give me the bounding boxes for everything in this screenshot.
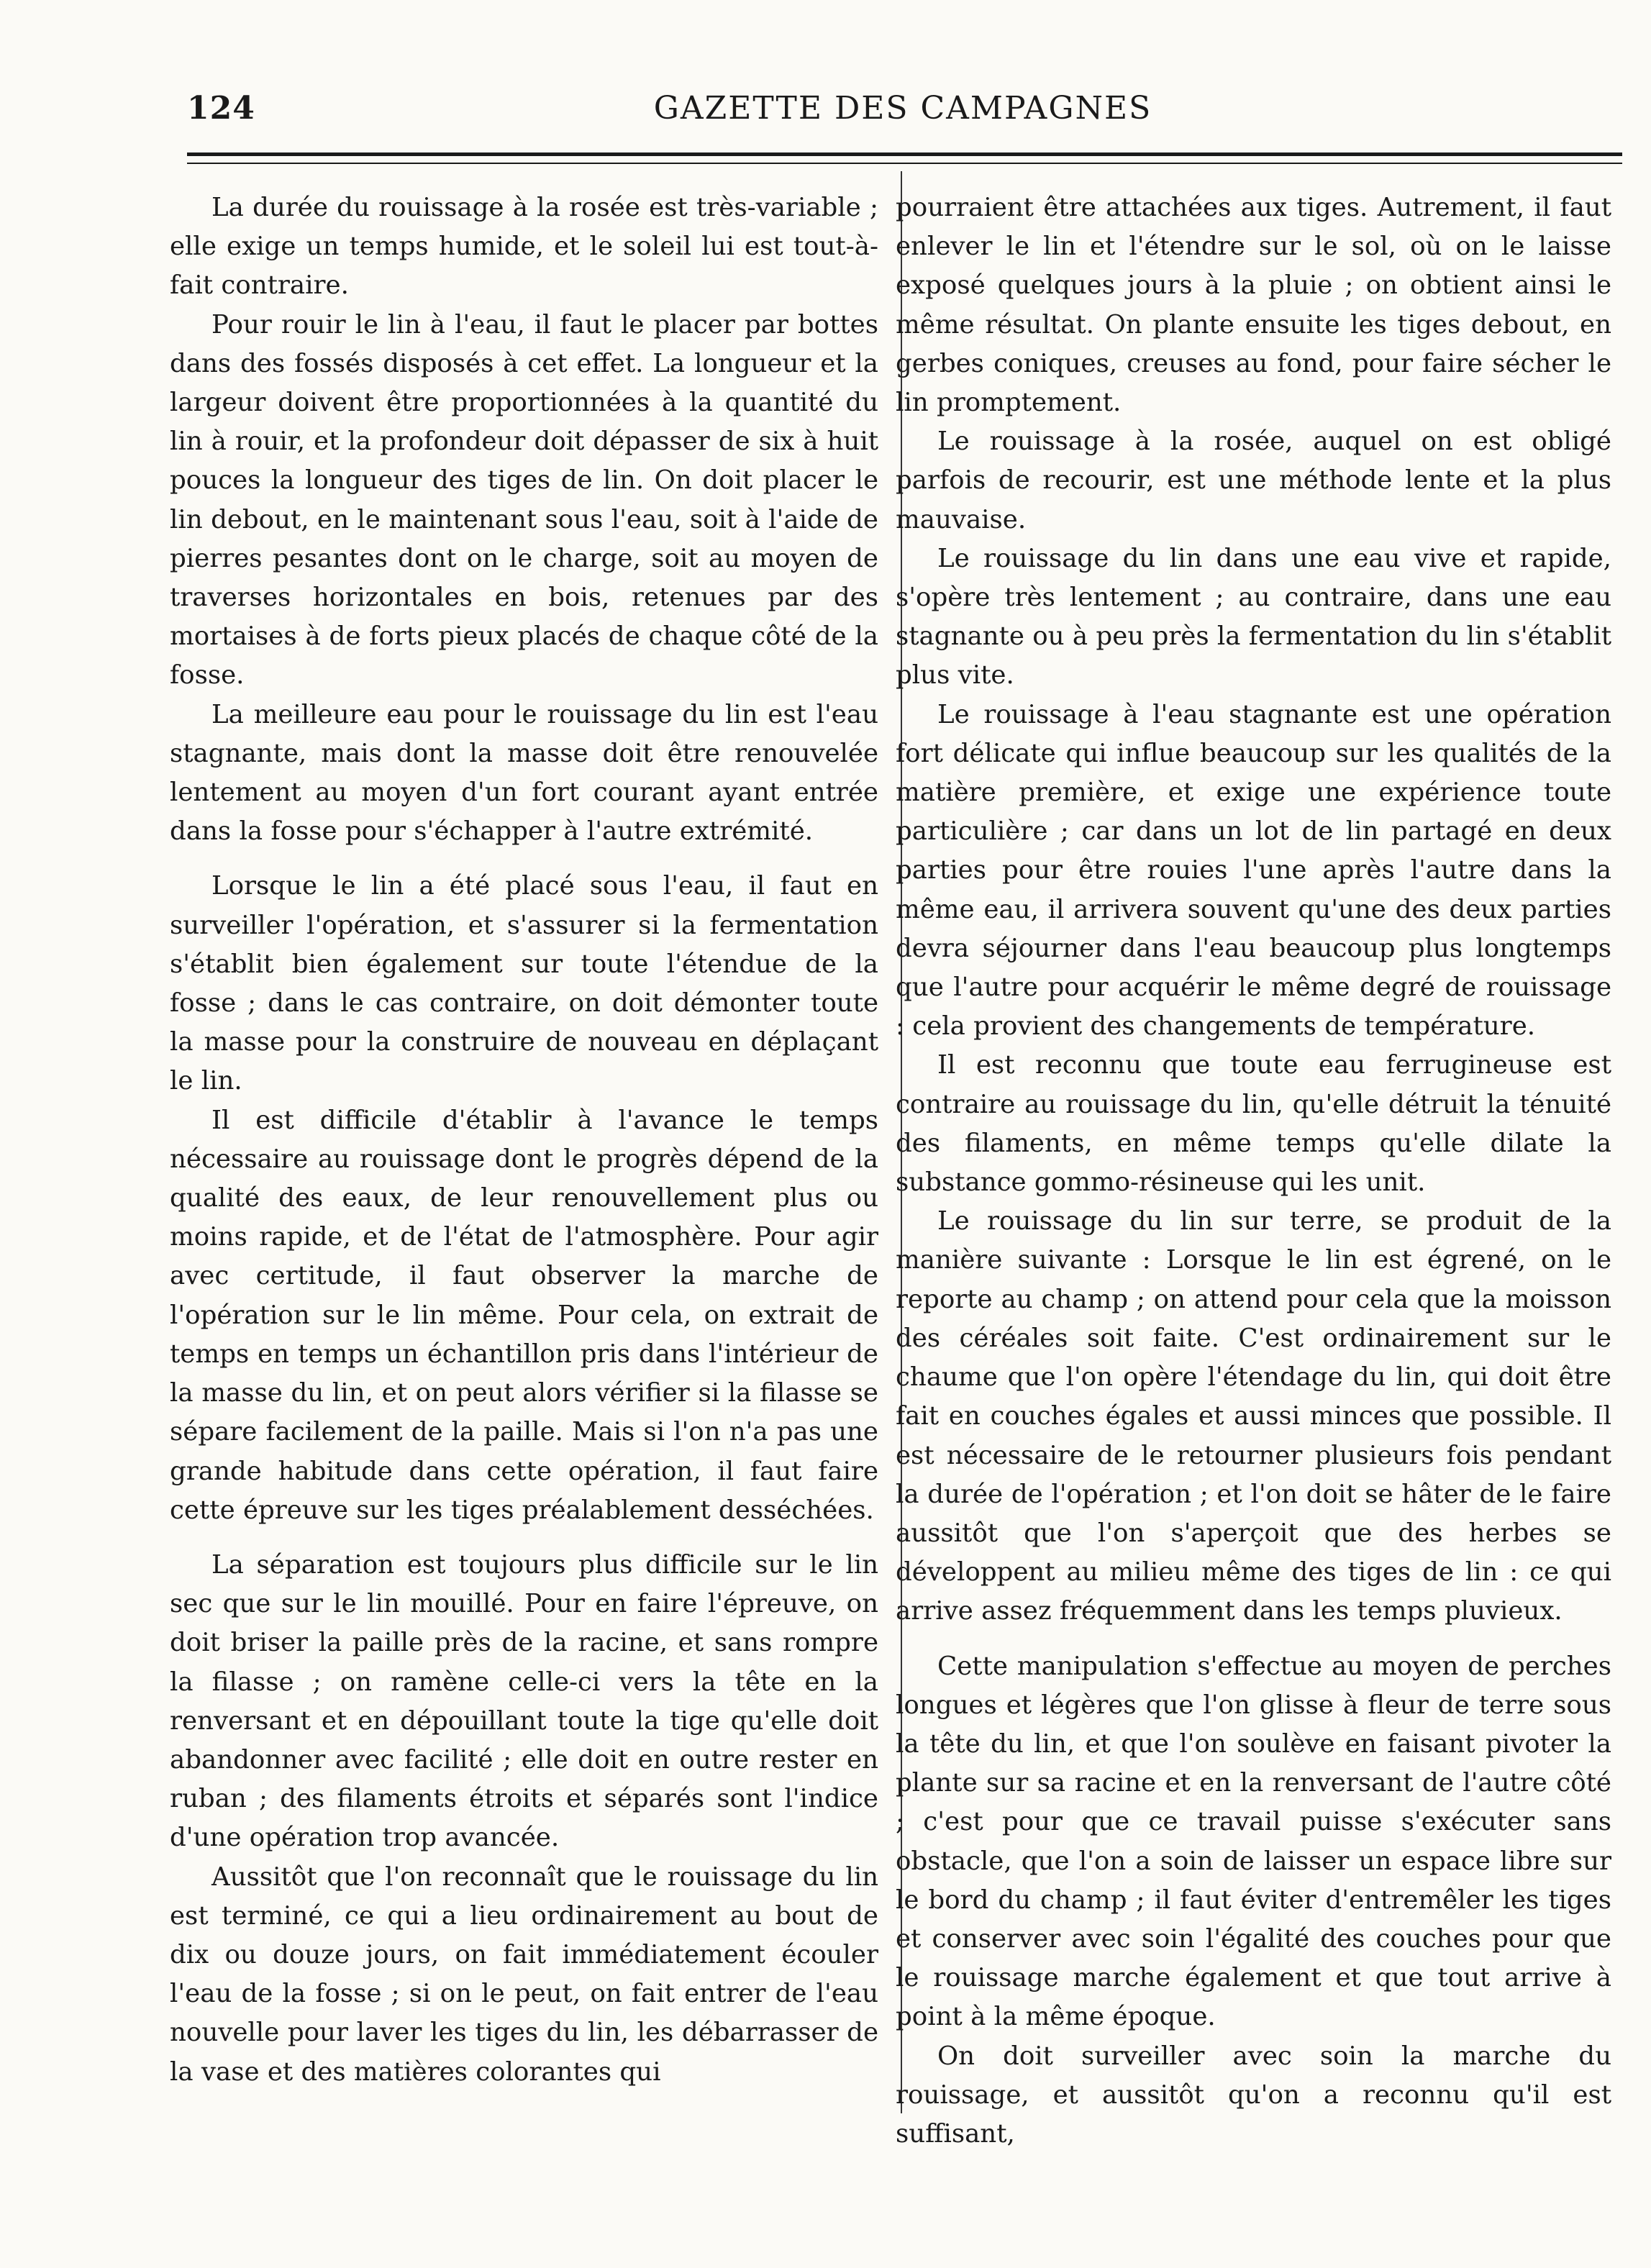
paragraph: On doit surveiller avec soin la marche du rouissage, et aussitôt qu'on a reconnu qu'il est suffisant,: [896, 2041, 1611, 2149]
paragraph: Cette manipulation s'effectue au moyen de perches longues et légères que l'on glisse à fleur de terre sous la tête du lin, et que l'on soulève en faisant pivoter la plante sur sa racine et en la renversant de l'autre côté ; c'est pour que ce travail puisse s'exécuter sans obstacle, que l'on a soin de laisser un espace libre sur le bord du champ ; il faut éviter d'entremêler les tiges et conserver avec soin l'égalité des couches pour que le rouissage marche également et que tout arrive à point à la même époque.: [896, 1651, 1611, 2032]
left-column: [170, 188, 878, 2092]
paragraph: Le rouissage du lin dans une eau vive et rapide, s'opère très lentement ; au contraire, dans une eau stagnante ou à peu près la fermentation du lin s'établit plus vite.: [896, 543, 1611, 691]
paragraph: Le rouissage du lin sur terre, se produit de la manière suivante : Lorsque le lin est égrené, on le reporte au champ ; on attend pour cela que la moisson des céréales soit faite. C'est ordinairement sur le chaume que l'on opère l'étendage du lin, qui doit être fait en couches égales et aussi minces que possible. Il est nécessaire de le retourner plusieurs fois pendant la durée de l'opération ; et l'on doit se hâter de le faire aussitôt que l'on s'aperçoit que des herbes se développent au milieu même des tiges de lin : ce qui arrive assez fréquemment dans les temps pluvieux.: [896, 1206, 1611, 1626]
header-rule-thin: [187, 163, 1622, 164]
paragraph: Le rouissage à la rosée, auquel on est obligé parfois de recourir, est une méthode lente et la plus mauvaise.: [896, 427, 1611, 534]
paragraph: La durée du rouissage à la rosée est très-variable ; elle exige un temps humide, et le soleil lui est tout-à-fait contraire.: [170, 193, 878, 301]
paragraph: Il est difficile d'établir à l'avance le temps nécessaire au rouissage dont le progrès dépend de la qualité des eaux, de leur renouvellement plus ou moins rapide, et de l'état de l'atmosphère. Pour agir avec certitude, il faut observer la marche de l'opération sur le lin même. Pour cela, on extrait de temps en temps un échantillon pris dans l'intérieur de la masse du lin, et on peut alors vérifier si la filasse se sépare facilement de la paille. Mais si l'on n'a pas une grande habitude dans cette opération, il faut faire cette épreuve sur les tiges préalablement desséchées.: [170, 1105, 878, 1525]
right-column: [896, 188, 1611, 2154]
page-header: [187, 90, 1619, 140]
paragraph: La séparation est toujours plus difficile sur le lin sec que sur le lin mouillé. Pour en faire l'épreuve, on doit briser la paille près de la racine, et sans rompre la filasse ; on ramène celle-ci vers la tête en la renversant et en dépouillant toute la tige qu'elle doit abandonner avec facilité ; elle doit en outre rester en ruban ; des filaments étroits et séparés sont l'indice d'une opération trop avancée.: [170, 1549, 878, 1853]
paragraph: Lorsque le lin a été placé sous l'eau, il faut en surveiller l'opération, et s'assurer si la fermentation s'établit bien également sur toute l'étendue de la fosse ; dans le cas contraire, on doit démonter toute la masse pour la construire de nouveau en déplaçant le lin.: [170, 871, 878, 1096]
paragraph: Pour rouir le lin à l'eau, il faut le placer par bottes dans des fossés disposés à cet effet. La longueur et la largeur doivent être proportionnées à la quantité du lin à rouir, et la profondeur doit dépasser de six à huit pouces la longueur des tiges de lin. On doit placer le lin debout, en le maintenant sous l'eau, soit à l'aide de pierres pesantes dont on le charge, soit au moyen de traverses horizontales en bois, retenues par des mortaises à de forts pieux placés de chaque côté de la fosse.: [170, 309, 878, 691]
paragraph: Le rouissage à l'eau stagnante est une opération fort délicate qui influe beaucoup sur les qualités de la matière première, et exige une expérience toute particulière ; car dans un lot de lin partagé en deux parties pour être rouies l'une après l'autre dans la même eau, il arrivera souvent qu'une des deux parties devra séjourner dans l'eau beaucoup plus longtemps que l'autre pour acquérir le même degré de rouissage : cela provient des changements de température.: [896, 699, 1611, 1042]
paragraph: Il est reconnu que toute eau ferrugineuse est contraire au rouissage du lin, qu'elle détruit la ténuité des filaments, en même temps qu'elle dilate la substance gommo-résineuse qui les unit.: [896, 1050, 1611, 1198]
paragraph: La meilleure eau pour le rouissage du lin est l'eau stagnante, mais dont la masse doit être renouvelée lentement au moyen d'un fort courant ayant entrée dans la fosse pour s'échapper à l'autre extrémité.: [170, 699, 878, 847]
header-rule: [187, 152, 1622, 156]
paragraph: Aussitôt que l'on reconnaît que le rouissage du lin est terminé, ce qui a lieu ordinairement au bout de dix ou douze jours, on fait immédiatement écouler l'eau de la fosse ; si on le peut, on fait entrer de l'eau nouvelle pour laver les tiges du lin, les débarrasser de la vase et des matières colorantes qui: [170, 1862, 878, 2087]
paragraph: pourraient être attachées aux tiges. Autrement, il faut enlever le lin et l'étendre sur le sol, où on le laisse exposé quelques jours à la pluie ; on obtient ainsi le même résultat. On plante ensuite les tiges debout, en gerbes coniques, creuses au fond, pour faire sécher le lin promptement.: [896, 193, 1611, 418]
page-number: 124: [187, 90, 255, 127]
running-title: GAZETTE DES CAMPAGNES: [653, 90, 1152, 127]
